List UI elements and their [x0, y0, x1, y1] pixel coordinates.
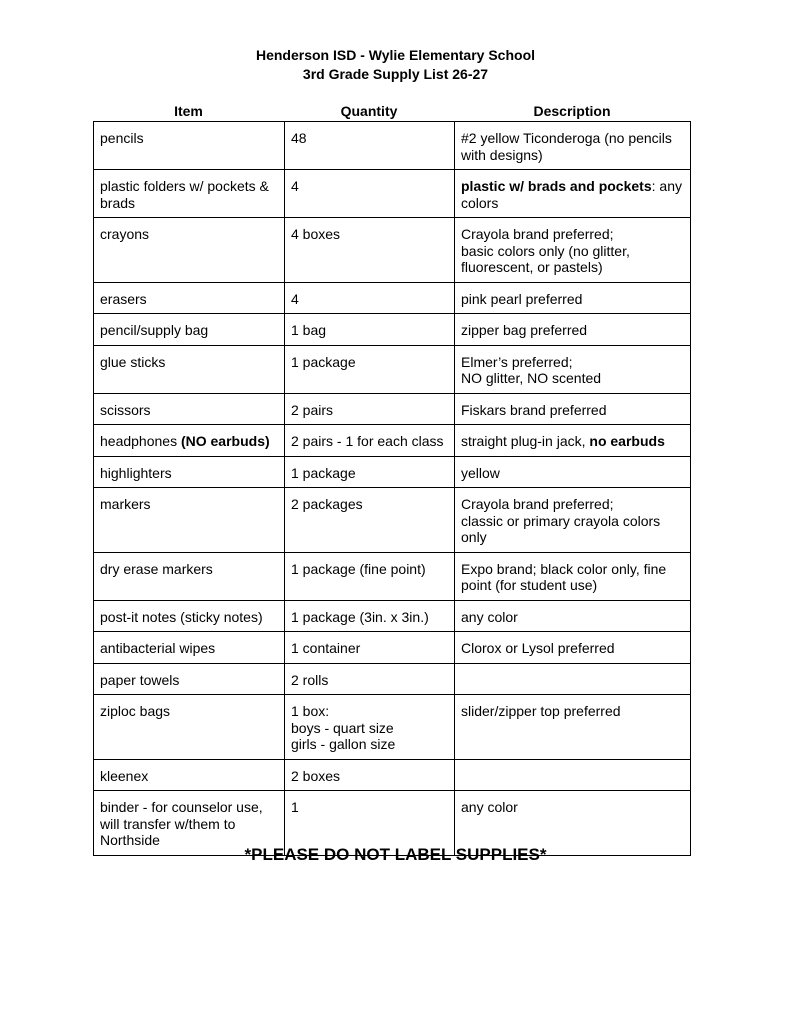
cell-description [455, 425, 691, 457]
table-row [94, 695, 691, 760]
cell-quantity [285, 695, 455, 760]
cell-quantity [285, 759, 455, 791]
item-text: scissors [100, 401, 151, 418]
item-text: post-it notes (sticky notes) [100, 608, 263, 625]
cell-item [94, 456, 285, 488]
description-text: Crayola brand preferred; [461, 496, 614, 512]
item-text: paper towels [100, 671, 180, 688]
item-text: plastic folders w/ pockets & brads [100, 178, 269, 211]
description-text: classic or primary crayola colors only [461, 512, 661, 545]
cell-quantity [285, 552, 455, 600]
item-text: ziploc bags [100, 703, 171, 719]
table-row [94, 552, 691, 600]
item-text: pencil/supply bag [100, 322, 209, 338]
cell-item [94, 122, 285, 170]
cell-quantity [285, 282, 455, 314]
description-text: Fiskars brand preferred [461, 401, 607, 418]
column-header-quantity: Quantity [340, 103, 398, 119]
description-text: pink pearl preferred [461, 290, 583, 307]
table-row [94, 425, 691, 457]
cell-item [94, 345, 285, 393]
cell-description [455, 218, 691, 283]
table-row [94, 393, 691, 425]
quantity-text: 1 package [291, 353, 356, 370]
cell-description [455, 695, 691, 760]
cell-description [455, 282, 691, 314]
cell-item [94, 759, 285, 791]
description-text: #2 yellow Ticonderoga (no pencils with designs) [461, 130, 672, 163]
cell-description [455, 170, 691, 218]
cell-quantity [285, 425, 455, 457]
table-row [94, 600, 691, 632]
cell-quantity [285, 488, 455, 553]
cell-quantity [285, 218, 455, 283]
item-text: dry erase markers [100, 560, 213, 577]
quantity-text: 4 [291, 178, 299, 194]
cell-quantity [285, 456, 455, 488]
description-text: Elmer’s preferred; [461, 353, 573, 370]
cell-item [94, 393, 285, 425]
title-line-school: Henderson ISD - Wylie Elementary School [255, 47, 536, 63]
table-row [94, 314, 691, 346]
quantity-text: 2 packages [291, 496, 363, 512]
description-text: NO glitter, NO scented [461, 370, 602, 386]
cell-description [455, 456, 691, 488]
cell-item [94, 314, 285, 346]
description-text: no earbuds [589, 433, 665, 449]
cell-description [455, 663, 691, 695]
table-row [94, 345, 691, 393]
item-text: (NO earbuds) [180, 433, 270, 449]
item-text: glue sticks [100, 353, 166, 370]
cell-description [455, 552, 691, 600]
description-text: basic colors only (no glitter, fluorescent, or pastels) [461, 242, 630, 275]
quantity-text: 2 boxes [291, 767, 341, 784]
table-row [94, 170, 691, 218]
cell-quantity [285, 314, 455, 346]
quantity-text: 1 container [291, 640, 361, 656]
cell-item [94, 600, 285, 632]
cell-quantity [285, 170, 455, 218]
footer-notice: *PLEASE DO NOT LABEL SUPPLIES* [244, 845, 547, 864]
table-row [94, 122, 691, 170]
cell-item [94, 170, 285, 218]
description-text: zipper bag preferred [461, 322, 588, 338]
item-text: crayons [100, 226, 150, 242]
item-text: highlighters [100, 464, 172, 481]
table-row [94, 218, 691, 283]
cell-description [455, 600, 691, 632]
cell-item [94, 552, 285, 600]
item-text: binder - for counselor use, will transfer w/them to Northside [100, 799, 263, 848]
table-row [94, 663, 691, 695]
cell-quantity [285, 122, 455, 170]
description-text: any color [461, 799, 518, 815]
item-text: headphones [100, 433, 181, 449]
quantity-text: girls - gallon size [291, 736, 396, 752]
table-row [94, 282, 691, 314]
quantity-text: boys - quart size [291, 719, 394, 736]
table-row [94, 759, 691, 791]
cell-description [455, 314, 691, 346]
item-text: erasers [100, 290, 147, 307]
cell-item [94, 663, 285, 695]
table-row [94, 632, 691, 664]
column-header-item: Item [174, 103, 203, 119]
quantity-text: 2 pairs - 1 for each class [291, 433, 444, 449]
cell-description [455, 488, 691, 553]
description-text: Crayola brand preferred; [461, 226, 614, 242]
cell-item [94, 282, 285, 314]
supply-table [93, 121, 691, 856]
cell-item [94, 632, 285, 664]
cell-quantity [285, 393, 455, 425]
quantity-text: 1 box: [291, 703, 330, 719]
cell-description [455, 122, 691, 170]
cell-quantity [285, 663, 455, 695]
item-text: kleenex [100, 767, 149, 784]
table-row [94, 456, 691, 488]
supply-table-body [94, 122, 691, 856]
quantity-text: 4 [291, 290, 299, 307]
cell-item [94, 425, 285, 457]
cell-item [94, 695, 285, 760]
quantity-text: 2 pairs [291, 401, 334, 418]
cell-quantity [285, 600, 455, 632]
cell-description [455, 759, 691, 791]
quantity-text: 1 package [291, 464, 356, 481]
description-text: : any colors [461, 178, 682, 211]
column-header-description: Description [533, 103, 611, 119]
description-text: plastic w/ brads and pockets [461, 178, 652, 194]
description-text: Expo brand; black color only, fine point (for student use) [461, 560, 667, 593]
quantity-text: 48 [291, 130, 307, 146]
description-text: straight plug-in jack, [461, 433, 590, 449]
item-text: antibacterial wipes [100, 640, 216, 656]
title-line-list: 3rd Grade Supply List 26-27 [302, 66, 489, 82]
cell-description [455, 393, 691, 425]
description-text: Clorox or Lysol preferred [461, 640, 615, 656]
item-text: pencils [100, 130, 144, 146]
cell-description [455, 345, 691, 393]
cell-quantity [285, 345, 455, 393]
item-text: markers [100, 496, 151, 512]
quantity-text: 2 rolls [291, 671, 329, 688]
quantity-text: 1 bag [291, 322, 327, 338]
cell-item [94, 218, 285, 283]
description-text: slider/zipper top preferred [461, 703, 621, 719]
quantity-text: 1 package (fine point) [291, 560, 426, 577]
description-text: any color [461, 608, 518, 625]
cell-quantity [285, 632, 455, 664]
document-title [0, 46, 791, 84]
column-headers [93, 103, 690, 121]
cell-item [94, 488, 285, 553]
table-row [94, 488, 691, 553]
cell-description [455, 632, 691, 664]
quantity-text: 1 package (3in. x 3in.) [291, 608, 429, 625]
quantity-text: 1 [291, 799, 299, 815]
quantity-text: 4 boxes [291, 226, 341, 242]
description-text: yellow [461, 464, 500, 481]
